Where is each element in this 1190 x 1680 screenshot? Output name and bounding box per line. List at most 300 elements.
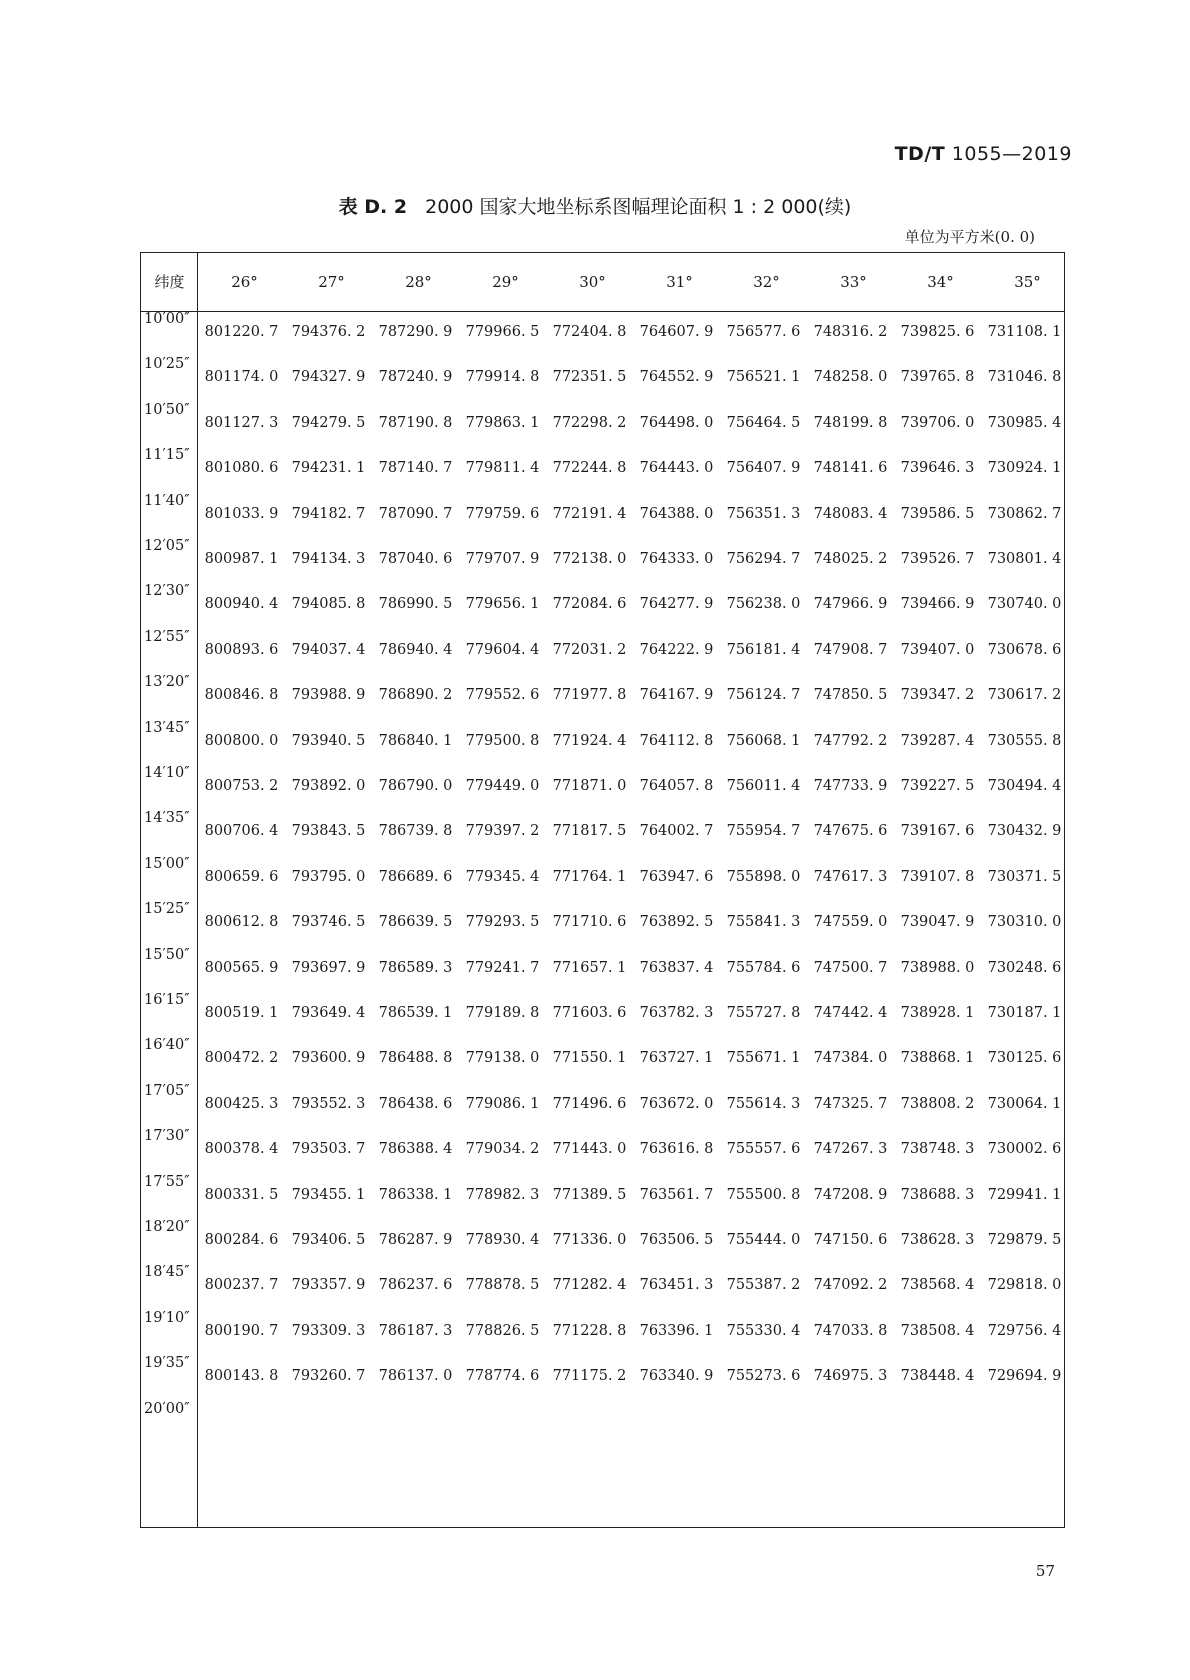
area-cell: 800565. 9 <box>204 959 279 976</box>
area-cell: 786388. 4 <box>378 1141 453 1158</box>
area-cell: 786890. 2 <box>378 687 453 704</box>
area-cell: 747442. 4 <box>813 1005 888 1021</box>
area-cell: 739347. 2 <box>900 687 975 704</box>
area-cell: 739646. 3 <box>900 460 975 477</box>
area-cell: 794134. 3 <box>291 551 366 567</box>
area-cell: 800284. 6 <box>204 1232 279 1248</box>
area-cell: 771282. 4 <box>552 1277 627 1294</box>
area-cell: 756521. 1 <box>726 369 801 386</box>
area-cell: 794376. 2 <box>291 324 366 340</box>
table-row <box>198 1323 1064 1345</box>
table-row <box>198 960 1064 982</box>
area-cell: 739526. 7 <box>900 551 975 567</box>
latitude-label: 12′30″ <box>144 583 190 600</box>
area-cell: 800612. 8 <box>204 914 279 931</box>
area-cell: 748141. 6 <box>813 460 888 477</box>
area-cell: 739765. 8 <box>900 369 975 386</box>
area-cell: 800987. 1 <box>204 551 279 567</box>
area-cell: 793697. 9 <box>291 959 366 976</box>
area-cell: 779759. 6 <box>465 505 540 522</box>
table-caption <box>0 192 1190 219</box>
area-cell: 756294. 7 <box>726 551 801 567</box>
standard-number: 1055—2019 <box>951 143 1072 165</box>
area-cell: 779034. 2 <box>465 1141 540 1158</box>
area-cell: 748025. 2 <box>813 551 888 567</box>
area-cell: 801033. 9 <box>204 505 279 522</box>
area-cell: 730801. 4 <box>987 551 1062 567</box>
area-cell: 739466. 9 <box>900 596 975 613</box>
area-cell: 747033. 8 <box>813 1322 888 1339</box>
area-cell: 764443. 0 <box>639 460 714 477</box>
area-cell: 729756. 4 <box>987 1322 1062 1339</box>
table-row <box>198 460 1064 482</box>
lon-header: 26° <box>231 273 258 291</box>
latitude-label: 19′10″ <box>144 1309 190 1326</box>
area-cell: 786488. 8 <box>378 1050 453 1067</box>
area-cell: 756407. 9 <box>726 460 801 477</box>
latitude-label: 13′45″ <box>144 719 190 736</box>
area-cell: 801080. 6 <box>204 460 279 477</box>
latitude-column <box>141 253 198 1527</box>
table-row <box>198 1368 1064 1390</box>
area-cell: 738568. 4 <box>900 1277 975 1294</box>
lon-header: 34° <box>927 273 954 291</box>
area-cell: 755784. 6 <box>726 959 801 976</box>
area-cell: 779241. 7 <box>465 959 540 976</box>
table-header <box>141 253 1064 312</box>
area-cell: 771443. 0 <box>552 1141 627 1158</box>
area-cell: 731108. 1 <box>987 324 1062 340</box>
area-cell: 747267. 3 <box>813 1141 888 1158</box>
area-cell: 800706. 4 <box>204 823 279 840</box>
table-row <box>198 1187 1064 1209</box>
area-cell: 778826. 5 <box>465 1322 540 1339</box>
area-cell: 738868. 1 <box>900 1050 975 1067</box>
area-cell: 747559. 0 <box>813 914 888 931</box>
area-cell: 739167. 6 <box>900 823 975 840</box>
area-cell: 748316. 2 <box>813 324 888 340</box>
area-cell: 772351. 5 <box>552 369 627 386</box>
area-cell: 779293. 5 <box>465 914 540 931</box>
area-cell: 786137. 0 <box>378 1368 453 1385</box>
lon-header: 31° <box>666 273 693 291</box>
area-cell: 771764. 1 <box>552 868 627 885</box>
area-cell: 786589. 3 <box>378 959 453 976</box>
area-cell: 763561. 7 <box>639 1186 714 1203</box>
area-cell: 779604. 4 <box>465 641 540 658</box>
area-cell: 747500. 7 <box>813 959 888 976</box>
area-cell: 729879. 5 <box>987 1232 1062 1248</box>
area-cell: 739287. 4 <box>900 732 975 749</box>
area-cell: 779707. 9 <box>465 551 540 567</box>
area-cell: 779397. 2 <box>465 823 540 840</box>
area-cell: 764057. 8 <box>639 778 714 794</box>
area-cell: 779449. 0 <box>465 778 540 794</box>
lon-header: 29° <box>492 273 519 291</box>
table-row <box>198 324 1064 346</box>
area-cell: 730248. 6 <box>987 959 1062 976</box>
lon-header: 30° <box>579 273 606 291</box>
area-cell: 786187. 3 <box>378 1322 453 1339</box>
area-cell: 778930. 4 <box>465 1232 540 1248</box>
area-cell: 771175. 2 <box>552 1368 627 1385</box>
area-cell: 779500. 8 <box>465 732 540 749</box>
area-cell: 730371. 5 <box>987 868 1062 885</box>
area-cell: 755841. 3 <box>726 914 801 931</box>
area-cell: 764552. 9 <box>639 369 714 386</box>
area-cell: 756238. 0 <box>726 596 801 613</box>
area-cell: 755500. 8 <box>726 1186 801 1203</box>
unit-note: 单位为平方米(0. 0) <box>904 228 1035 246</box>
latitude-label: 10′50″ <box>144 401 190 418</box>
area-cell: 730678. 6 <box>987 641 1062 658</box>
area-cell: 738448. 4 <box>900 1368 975 1385</box>
area-cell: 794182. 7 <box>291 505 366 522</box>
area-cell: 747733. 9 <box>813 778 888 794</box>
area-cell: 772138. 0 <box>552 551 627 567</box>
area-cell: 786840. 1 <box>378 732 453 749</box>
area-cell: 800800. 0 <box>204 732 279 749</box>
area-cell: 778878. 5 <box>465 1277 540 1294</box>
area-cell: 786990. 5 <box>378 596 453 613</box>
area-cell: 738508. 4 <box>900 1322 975 1339</box>
area-cell: 793649. 4 <box>291 1005 366 1021</box>
area-cell: 772404. 8 <box>552 324 627 340</box>
area-cell: 739586. 5 <box>900 505 975 522</box>
table-row <box>198 596 1064 618</box>
area-cell: 786237. 6 <box>378 1277 453 1294</box>
table-row <box>198 1141 1064 1163</box>
area-cell: 730862. 7 <box>987 505 1062 522</box>
area-cell: 793600. 9 <box>291 1050 366 1067</box>
area-cell: 763451. 3 <box>639 1277 714 1294</box>
area-cell: 771710. 6 <box>552 914 627 931</box>
area-cell: 800143. 8 <box>204 1368 279 1385</box>
area-cell: 800378. 4 <box>204 1141 279 1158</box>
area-cell: 793406. 5 <box>291 1232 366 1248</box>
area-cell: 730985. 4 <box>987 414 1062 431</box>
area-cell: 747850. 5 <box>813 687 888 704</box>
area-cell: 748258. 0 <box>813 369 888 386</box>
area-cell: 739107. 8 <box>900 868 975 885</box>
area-cell: 793552. 3 <box>291 1095 366 1112</box>
table-row <box>198 551 1064 573</box>
area-cell: 771817. 5 <box>552 823 627 840</box>
latitude-label: 11′40″ <box>144 492 190 509</box>
area-cell: 800190. 7 <box>204 1322 279 1339</box>
area-cell: 772084. 6 <box>552 596 627 613</box>
area-cell: 793309. 3 <box>291 1322 366 1339</box>
document-id <box>895 143 1072 165</box>
area-cell: 779086. 1 <box>465 1095 540 1112</box>
area-cell: 793843. 5 <box>291 823 366 840</box>
area-cell: 738628. 3 <box>900 1232 975 1248</box>
latitude-header: 纬度 <box>154 273 185 291</box>
area-cell: 756464. 5 <box>726 414 801 431</box>
area-cell: 739047. 9 <box>900 914 975 931</box>
area-cell: 787040. 6 <box>378 551 453 567</box>
latitude-label: 20′00″ <box>144 1400 190 1417</box>
latitude-label: 13′20″ <box>144 674 190 691</box>
area-cell: 786940. 4 <box>378 641 453 658</box>
area-cell: 772244. 8 <box>552 460 627 477</box>
area-cell: 748083. 4 <box>813 505 888 522</box>
latitude-label: 17′05″ <box>144 1082 190 1099</box>
area-cell: 755671. 1 <box>726 1050 801 1067</box>
area-cell: 738748. 3 <box>900 1141 975 1158</box>
area-cell: 786539. 1 <box>378 1005 453 1021</box>
table-row <box>198 642 1064 664</box>
lon-header: 27° <box>318 273 345 291</box>
area-cell: 787090. 7 <box>378 505 453 522</box>
table-row <box>198 506 1064 528</box>
area-cell: 747675. 6 <box>813 823 888 840</box>
lon-header: 33° <box>840 273 867 291</box>
table-title: 2000 国家大地坐标系图幅理论面积 1 : 2 000(续) <box>425 196 852 218</box>
lon-header: 35° <box>1014 273 1041 291</box>
area-cell: 763947. 6 <box>639 868 714 885</box>
area-cell: 747325. 7 <box>813 1095 888 1112</box>
area-cell: 739825. 6 <box>900 324 975 340</box>
area-cell: 763892. 5 <box>639 914 714 931</box>
area-cell: 755387. 2 <box>726 1277 801 1294</box>
area-cell: 793940. 5 <box>291 732 366 749</box>
table-row <box>198 733 1064 755</box>
area-cell: 764498. 0 <box>639 414 714 431</box>
standard-code: TD/T <box>894 143 946 165</box>
area-cell: 779656. 1 <box>465 596 540 613</box>
latitude-label: 12′55″ <box>144 628 190 645</box>
table-number: 表 D. 2 <box>338 196 408 218</box>
table-row <box>198 415 1064 437</box>
area-table <box>140 252 1065 1528</box>
area-cell: 738928. 1 <box>900 1005 975 1021</box>
table-row <box>198 869 1064 891</box>
area-cell: 800893. 6 <box>204 641 279 658</box>
area-cell: 763727. 1 <box>639 1050 714 1067</box>
area-cell: 800846. 8 <box>204 687 279 704</box>
area-cell: 779138. 0 <box>465 1050 540 1067</box>
area-cell: 746975. 3 <box>813 1368 888 1385</box>
area-cell: 771228. 8 <box>552 1322 627 1339</box>
latitude-label: 16′40″ <box>144 1037 190 1054</box>
area-cell: 800659. 6 <box>204 868 279 885</box>
area-cell: 756577. 6 <box>726 324 801 340</box>
area-cell: 747966. 9 <box>813 596 888 613</box>
latitude-label: 14′10″ <box>144 765 190 781</box>
area-cell: 730002. 6 <box>987 1141 1062 1158</box>
area-cell: 764277. 9 <box>639 596 714 613</box>
area-cell: 730555. 8 <box>987 732 1062 749</box>
area-cell: 779863. 1 <box>465 414 540 431</box>
area-cell: 779914. 8 <box>465 369 540 386</box>
area-cell: 779552. 6 <box>465 687 540 704</box>
area-cell: 755273. 6 <box>726 1368 801 1385</box>
area-cell: 755954. 7 <box>726 823 801 840</box>
area-cell: 794231. 1 <box>291 460 366 477</box>
area-cell: 786438. 6 <box>378 1095 453 1112</box>
area-cell: 738988. 0 <box>900 959 975 976</box>
area-cell: 730125. 6 <box>987 1050 1062 1067</box>
area-cell: 739706. 0 <box>900 414 975 431</box>
area-cell: 794085. 8 <box>291 596 366 613</box>
area-cell: 771657. 1 <box>552 959 627 976</box>
table-row <box>198 1005 1064 1027</box>
area-cell: 800519. 1 <box>204 1005 279 1021</box>
area-cell: 755614. 3 <box>726 1095 801 1112</box>
area-cell: 772031. 2 <box>552 641 627 658</box>
area-cell: 730494. 4 <box>987 778 1062 794</box>
area-cell: 800753. 2 <box>204 778 279 794</box>
area-cell: 748199. 8 <box>813 414 888 431</box>
area-cell: 756124. 7 <box>726 687 801 704</box>
area-cell: 771550. 1 <box>552 1050 627 1067</box>
lon-header: 28° <box>405 273 432 291</box>
latitude-label: 10′00″ <box>144 311 190 327</box>
table-row <box>198 1277 1064 1299</box>
area-cell: 779345. 4 <box>465 868 540 885</box>
area-cell: 764002. 7 <box>639 823 714 840</box>
area-cell: 800940. 4 <box>204 596 279 613</box>
area-cell: 738688. 3 <box>900 1186 975 1203</box>
area-cell: 730187. 1 <box>987 1005 1062 1021</box>
area-cell: 738808. 2 <box>900 1095 975 1112</box>
area-cell: 763396. 1 <box>639 1322 714 1339</box>
area-cell: 755557. 6 <box>726 1141 801 1158</box>
area-cell: 763616. 8 <box>639 1141 714 1158</box>
area-cell: 771924. 4 <box>552 732 627 749</box>
area-cell: 800425. 3 <box>204 1095 279 1112</box>
latitude-label: 15′00″ <box>144 855 190 872</box>
table-row <box>198 823 1064 845</box>
area-cell: 771977. 8 <box>552 687 627 704</box>
area-cell: 787240. 9 <box>378 369 453 386</box>
latitude-label: 12′05″ <box>144 538 190 554</box>
table-row <box>198 687 1064 709</box>
area-cell: 755727. 8 <box>726 1005 801 1021</box>
area-cell: 755330. 4 <box>726 1322 801 1339</box>
area-cell: 801220. 7 <box>204 324 279 340</box>
area-cell: 764388. 0 <box>639 505 714 522</box>
lon-header: 32° <box>753 273 780 291</box>
area-cell: 764167. 9 <box>639 687 714 704</box>
area-cell: 793455. 1 <box>291 1186 366 1203</box>
area-cell: 794279. 5 <box>291 414 366 431</box>
area-cell: 747208. 9 <box>813 1186 888 1203</box>
area-cell: 793988. 9 <box>291 687 366 704</box>
area-cell: 756181. 4 <box>726 641 801 658</box>
latitude-label: 17′55″ <box>144 1173 190 1190</box>
area-cell: 771389. 5 <box>552 1186 627 1203</box>
area-cell: 800237. 7 <box>204 1277 279 1294</box>
table-row <box>198 369 1064 391</box>
area-cell: 778982. 3 <box>465 1186 540 1203</box>
area-cell: 730064. 1 <box>987 1095 1062 1112</box>
area-cell: 772298. 2 <box>552 414 627 431</box>
area-cell: 764222. 9 <box>639 641 714 658</box>
latitude-label: 11′15″ <box>144 447 190 464</box>
latitude-label: 14′35″ <box>144 810 190 827</box>
area-cell: 786739. 8 <box>378 823 453 840</box>
table-row <box>198 1232 1064 1254</box>
area-cell: 793503. 7 <box>291 1141 366 1158</box>
table-row <box>198 1096 1064 1118</box>
area-cell: 786639. 5 <box>378 914 453 931</box>
area-cell: 729818. 0 <box>987 1277 1062 1294</box>
page-number: 57 <box>1035 1562 1055 1580</box>
area-cell: 800472. 2 <box>204 1050 279 1067</box>
area-cell: 779189. 8 <box>465 1005 540 1021</box>
area-cell: 756068. 1 <box>726 732 801 749</box>
area-cell: 739407. 0 <box>900 641 975 658</box>
area-cell: 747792. 2 <box>813 732 888 749</box>
area-cell: 755898. 0 <box>726 868 801 885</box>
area-cell: 786287. 9 <box>378 1232 453 1248</box>
area-cell: 730740. 0 <box>987 596 1062 613</box>
area-cell: 786338. 1 <box>378 1186 453 1203</box>
area-cell: 772191. 4 <box>552 505 627 522</box>
latitude-label: 15′50″ <box>144 946 190 963</box>
area-cell: 747150. 6 <box>813 1232 888 1248</box>
area-cell: 763782. 3 <box>639 1005 714 1021</box>
table-row <box>198 1050 1064 1072</box>
area-cell: 764333. 0 <box>639 551 714 567</box>
area-cell: 778774. 6 <box>465 1368 540 1385</box>
area-cell: 787290. 9 <box>378 324 453 340</box>
area-cell: 793795. 0 <box>291 868 366 885</box>
area-cell: 763672. 0 <box>639 1095 714 1112</box>
area-cell: 794327. 9 <box>291 369 366 386</box>
area-cell: 771871. 0 <box>552 778 627 794</box>
area-cell: 763837. 4 <box>639 959 714 976</box>
area-cell: 793746. 5 <box>291 914 366 931</box>
area-cell: 793357. 9 <box>291 1277 366 1294</box>
area-cell: 730617. 2 <box>987 687 1062 704</box>
table-row <box>198 778 1064 800</box>
area-cell: 771603. 6 <box>552 1005 627 1021</box>
area-cell: 731046. 8 <box>987 369 1062 386</box>
area-cell: 801174. 0 <box>204 369 279 386</box>
latitude-label: 15′25″ <box>144 901 190 918</box>
latitude-label: 10′25″ <box>144 356 190 373</box>
area-cell: 756011. 4 <box>726 778 801 794</box>
area-cell: 793892. 0 <box>291 778 366 794</box>
area-cell: 800331. 5 <box>204 1186 279 1203</box>
area-cell: 779966. 5 <box>465 324 540 340</box>
latitude-label: 18′45″ <box>144 1264 190 1281</box>
area-cell: 787140. 7 <box>378 460 453 477</box>
area-cell: 771336. 0 <box>552 1232 627 1248</box>
area-cell: 779811. 4 <box>465 460 540 477</box>
area-cell: 786790. 0 <box>378 778 453 794</box>
area-cell: 764112. 8 <box>639 732 714 749</box>
latitude-label: 16′15″ <box>144 992 190 1008</box>
area-cell: 763340. 9 <box>639 1368 714 1385</box>
area-cell: 801127. 3 <box>204 414 279 431</box>
area-cell: 787190. 8 <box>378 414 453 431</box>
area-cell: 747908. 7 <box>813 641 888 658</box>
area-cell: 755444. 0 <box>726 1232 801 1248</box>
area-cell: 793260. 7 <box>291 1368 366 1385</box>
area-cell: 729941. 1 <box>987 1186 1062 1203</box>
area-cell: 763506. 5 <box>639 1232 714 1248</box>
area-cell: 730924. 1 <box>987 460 1062 477</box>
latitude-label: 18′20″ <box>144 1219 190 1235</box>
area-cell: 747092. 2 <box>813 1277 888 1294</box>
area-cell: 756351. 3 <box>726 505 801 522</box>
area-cell: 786689. 6 <box>378 868 453 885</box>
area-cell: 747617. 3 <box>813 868 888 885</box>
